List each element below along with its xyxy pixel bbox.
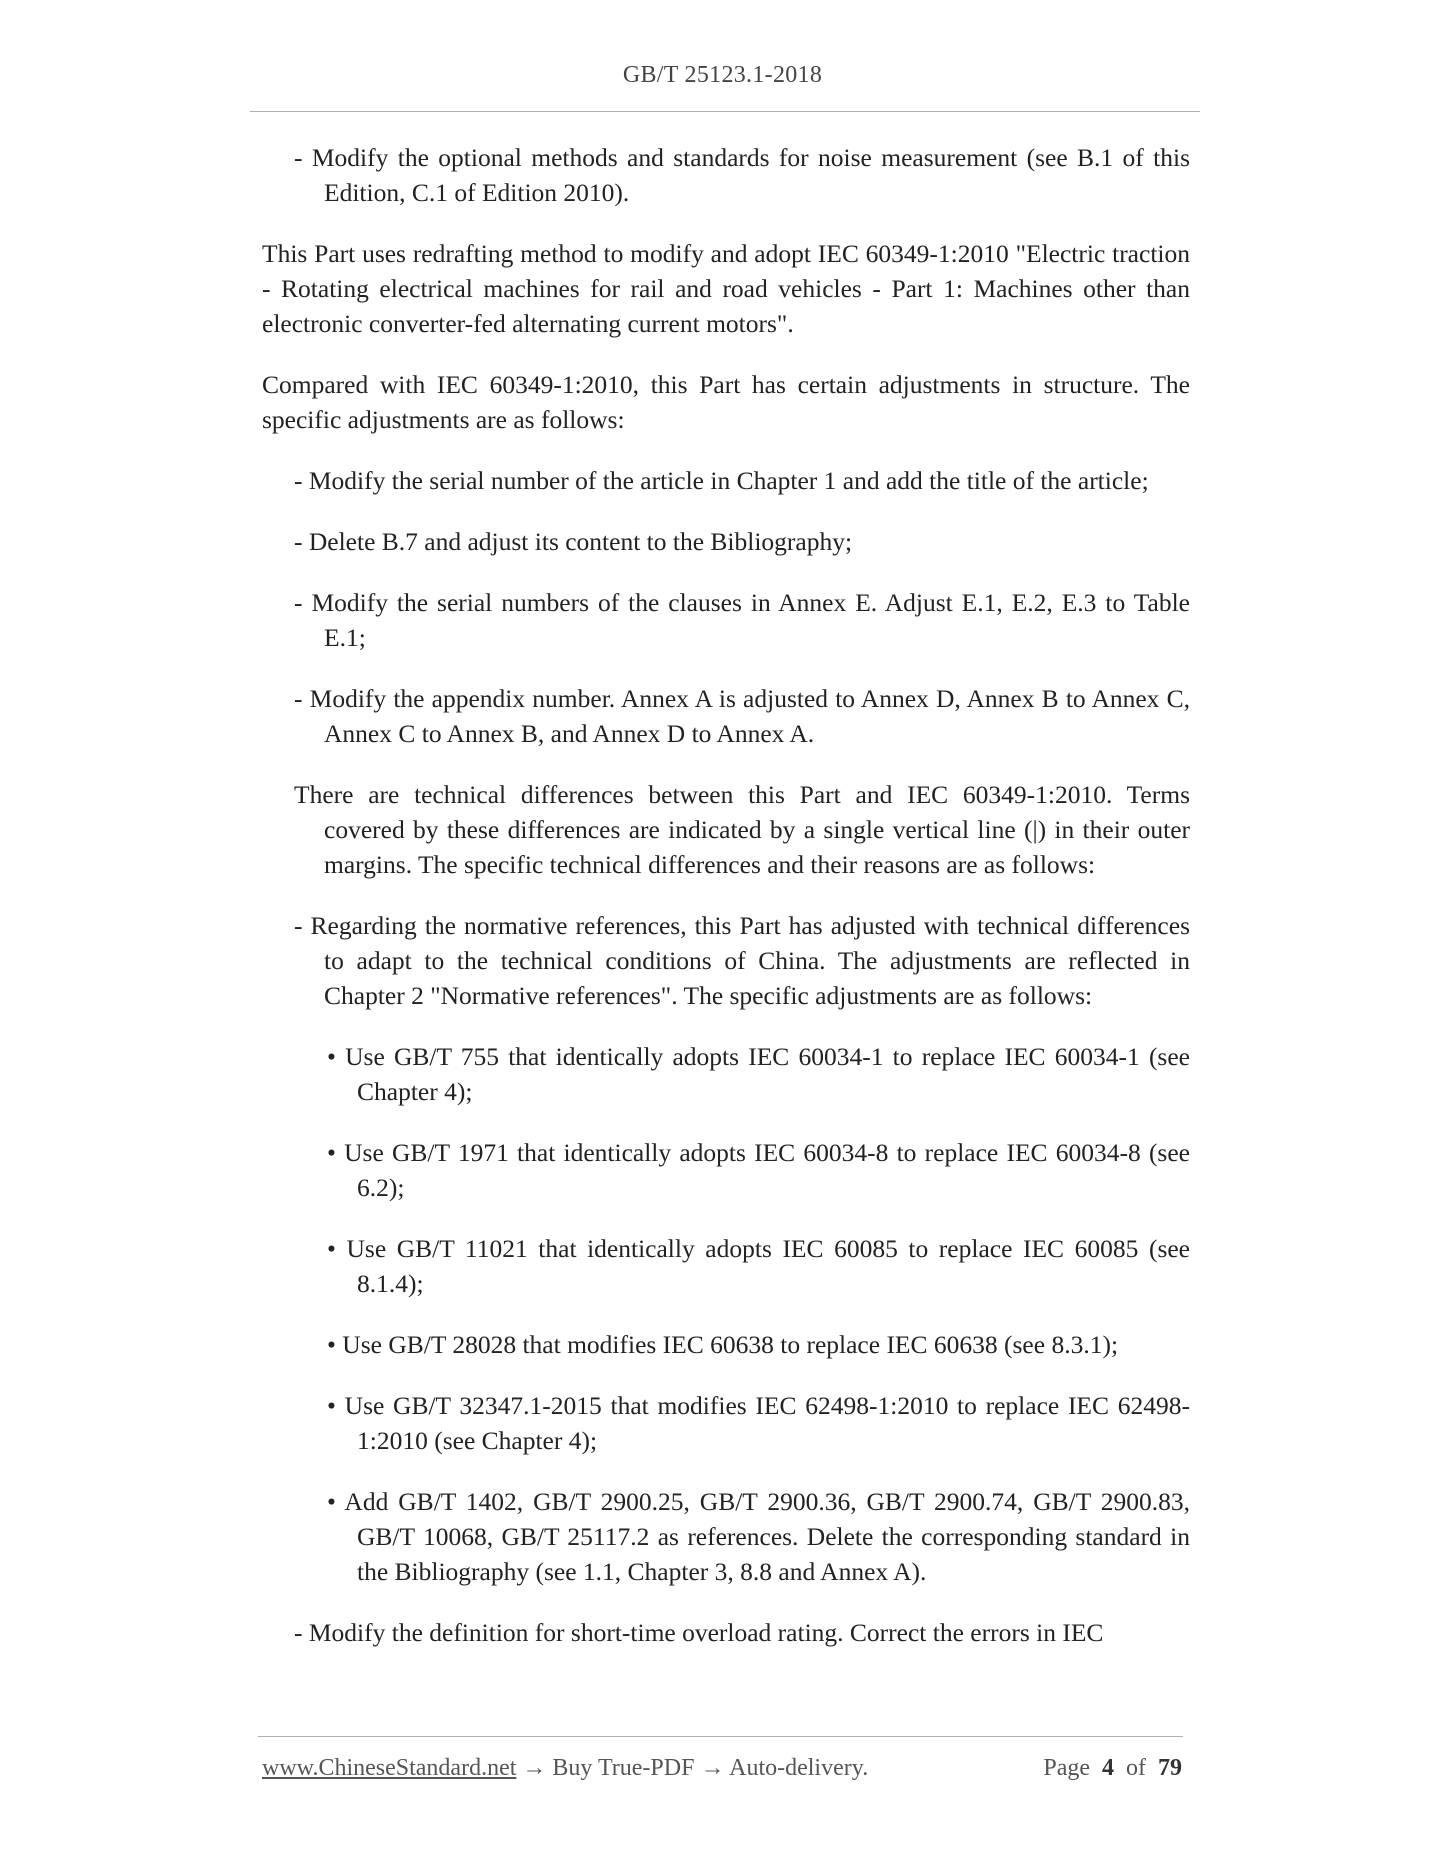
page-current: 4 — [1102, 1755, 1114, 1781]
document-body — [262, 140, 1190, 1676]
list-item-annex-e-clauses: - Modify the serial numbers of the clauses in Annex E. Adjust E.1, E.2, E.3 to Table E.1; — [294, 588, 1190, 652]
footer-divider — [258, 1736, 1183, 1737]
footer-promo — [262, 1755, 868, 1782]
bullet-gbt-32347: • Use GB/T 32347.1-2015 that modifies IEC 62498-1:2010 to replace IEC 62498-1:2010 (see Chapter 4); — [327, 1391, 1190, 1455]
bullet-gbt-28028: • Use GB/T 28028 that modifies IEC 60638 to replace IEC 60638 (see 8.3.1); — [327, 1330, 1119, 1359]
list-item-normative-references: - Regarding the normative references, this Part has adjusted with technical differences to adapt to the technical conditions of China. The adjustments are reflected in Chapter 2 "Normative references". The specific adjustments are as follows: — [294, 911, 1190, 1010]
chinesestandard-link[interactable]: www.ChineseStandard.net — [262, 1755, 517, 1781]
bullet-gbt-1971: • Use GB/T 1971 that identically adopts IEC 60034-8 to replace IEC 60034-8 (see 6.2); — [327, 1138, 1190, 1202]
page-of-label: of — [1126, 1755, 1146, 1781]
paragraph-structure-adjustments: Compared with IEC 60349-1:2010, this Part has certain adjustments in structure. The specific adjustments are as follows: — [262, 370, 1190, 434]
paragraph-redrafting-method: This Part uses redrafting method to modify and adopt IEC 60349-1:2010 "Electric traction - Rotating electrical machines for rail and road vehicles - Part 1: Machines other than electronic converter-fed alternating current motors". — [262, 239, 1190, 338]
page-total: 79 — [1158, 1755, 1182, 1781]
list-item-serial-number-article: - Modify the serial number of the article in Chapter 1 and add the title of the article; — [294, 466, 1149, 495]
page-indicator — [1043, 1755, 1182, 1782]
footer-tagline: → Buy True-PDF → Auto-delivery. — [516, 1755, 869, 1781]
list-item-appendix-number: - Modify the appendix number. Annex A is adjusted to Annex D, Annex B to Annex C, Annex C to Annex B, and Annex D to Annex A. — [294, 684, 1190, 748]
list-item-short-time-overload: - Modify the definition for short-time overload rating. Correct the errors in IEC — [294, 1618, 1104, 1647]
page-label: Page — [1043, 1755, 1090, 1781]
list-item-noise-measurement: - Modify the optional methods and standards for noise measurement (see B.1 of this Edition, C.1 of Edition 2010). — [294, 143, 1190, 207]
header-divider — [250, 111, 1200, 112]
bullet-add-references: • Add GB/T 1402, GB/T 2900.25, GB/T 2900.36, GB/T 2900.74, GB/T 2900.83, GB/T 10068, GB/T 25117.2 as references. Delete the corresponding standard in the Bibliography (see 1.1, Chapter 3, 8.8 and Annex A). — [327, 1487, 1190, 1586]
bullet-gbt-11021: • Use GB/T 11021 that identically adopts IEC 60085 to replace IEC 60085 (see 8.1.4); — [327, 1234, 1190, 1298]
list-item-delete-b7: - Delete B.7 and adjust its content to the Bibliography; — [294, 527, 853, 556]
bullet-gbt-755: • Use GB/T 755 that identically adopts IEC 60034-1 to replace IEC 60034-1 (see Chapter 4); — [327, 1042, 1190, 1106]
document-header-title: GB/T 25123.1-2018 — [622, 62, 823, 88]
paragraph-technical-differences: There are technical differences between this Part and IEC 60349-1:2010. Terms covered by these differences are indicated by a single vertical line (|) in their outer margins. The specific technical differences and their reasons are as follows: — [294, 780, 1190, 879]
